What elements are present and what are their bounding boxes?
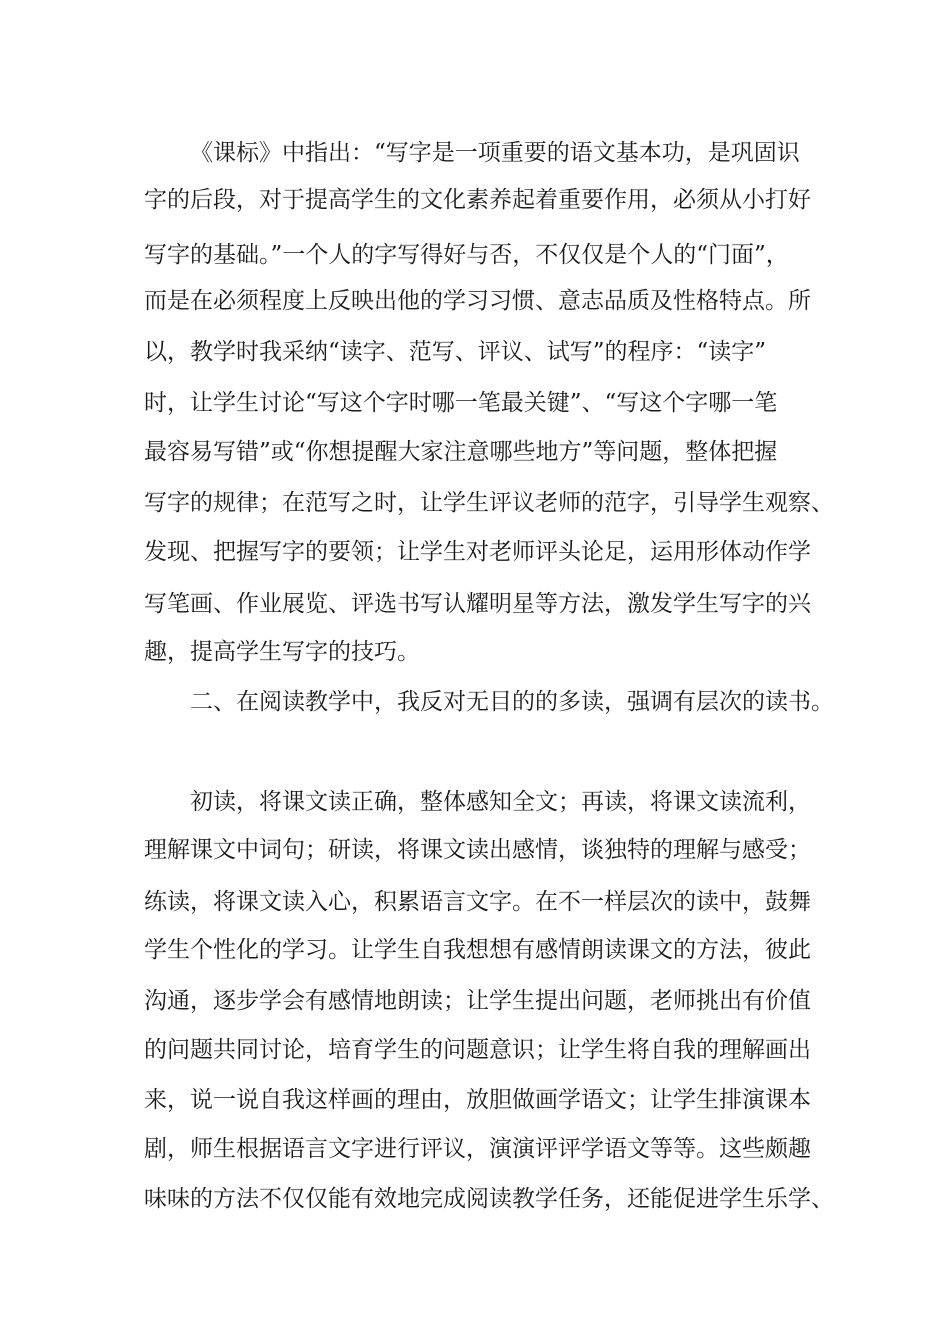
text-line: 发现、把握写字的要领；让学生对老师评头论足，运用形体动作学 (144, 539, 811, 565)
text-line: 写笔画、作业展览、评选书写认耀明星等方法，激发学生写字的兴 (144, 591, 811, 617)
text-line: 学生个性化的学习。让学生自我想想有感情朗读课文的方法，彼此 (144, 937, 811, 963)
text-line: 写字的规律；在范写之时，让学生评议老师的范字，引导学生观察、 (144, 490, 834, 516)
text-line: 理解课文中词句；研读，将课文读出感情，谈独特的理解与感受； (144, 837, 811, 863)
text-line: 以，教学时我采纳“读字、范写、评议、试写”的程序：“读字” (144, 339, 767, 365)
text-line: 字的后段，对于提高学生的文化素养起着重要作用，必须从小打好 (144, 187, 811, 213)
text-line: 最容易写错”或“你想提醒大家注意哪些地方”等问题，整体把握 (144, 439, 778, 465)
text-line: 《课标》中指出：“写字是一项重要的语文基本功，是巩固识 (190, 140, 800, 166)
text-line: 沟通，逐步学会有感情地朗读；让学生提出问题，老师挑出有价值 (144, 988, 811, 1014)
text-line: 味味的方法不仅仅能有效地完成阅读教学任务，还能促进学生乐学、 (144, 1186, 834, 1212)
text-line: 时，让学生讨论“写这个字时哪一笔最关键”、“写这个字哪一笔 (144, 390, 778, 416)
text-line: 写字的基础。”一个人的字写得好与否，不仅仅是个人的“门面”， (144, 242, 789, 268)
text-line: 的问题共同讨论，培育学生的问题意识；让学生将自我的理解画出 (144, 1037, 811, 1063)
text-line: 趣，提高学生写字的技巧。 (144, 639, 420, 665)
text-line: 剧，师生根据语言文字进行评议，演演评评学语文等等。这些颇趣 (144, 1136, 811, 1162)
section-heading: 二、在阅读教学中，我反对无目的的多读，强调有层次的读书。 (190, 689, 834, 715)
text-line: 初读，将课文读正确，整体感知全文；再读，将课文读流利， (190, 789, 811, 815)
text-line: 而是在必须程度上反映出他的学习习惯、意志品质及性格特点。所 (144, 288, 811, 314)
text-line: 来，说一说自我这样画的理由，放胆做画学语文；让学生排演课本 (144, 1087, 811, 1113)
text-line: 练读，将课文读入心，积累语言文字。在不一样层次的读中，鼓舞 (144, 889, 811, 915)
